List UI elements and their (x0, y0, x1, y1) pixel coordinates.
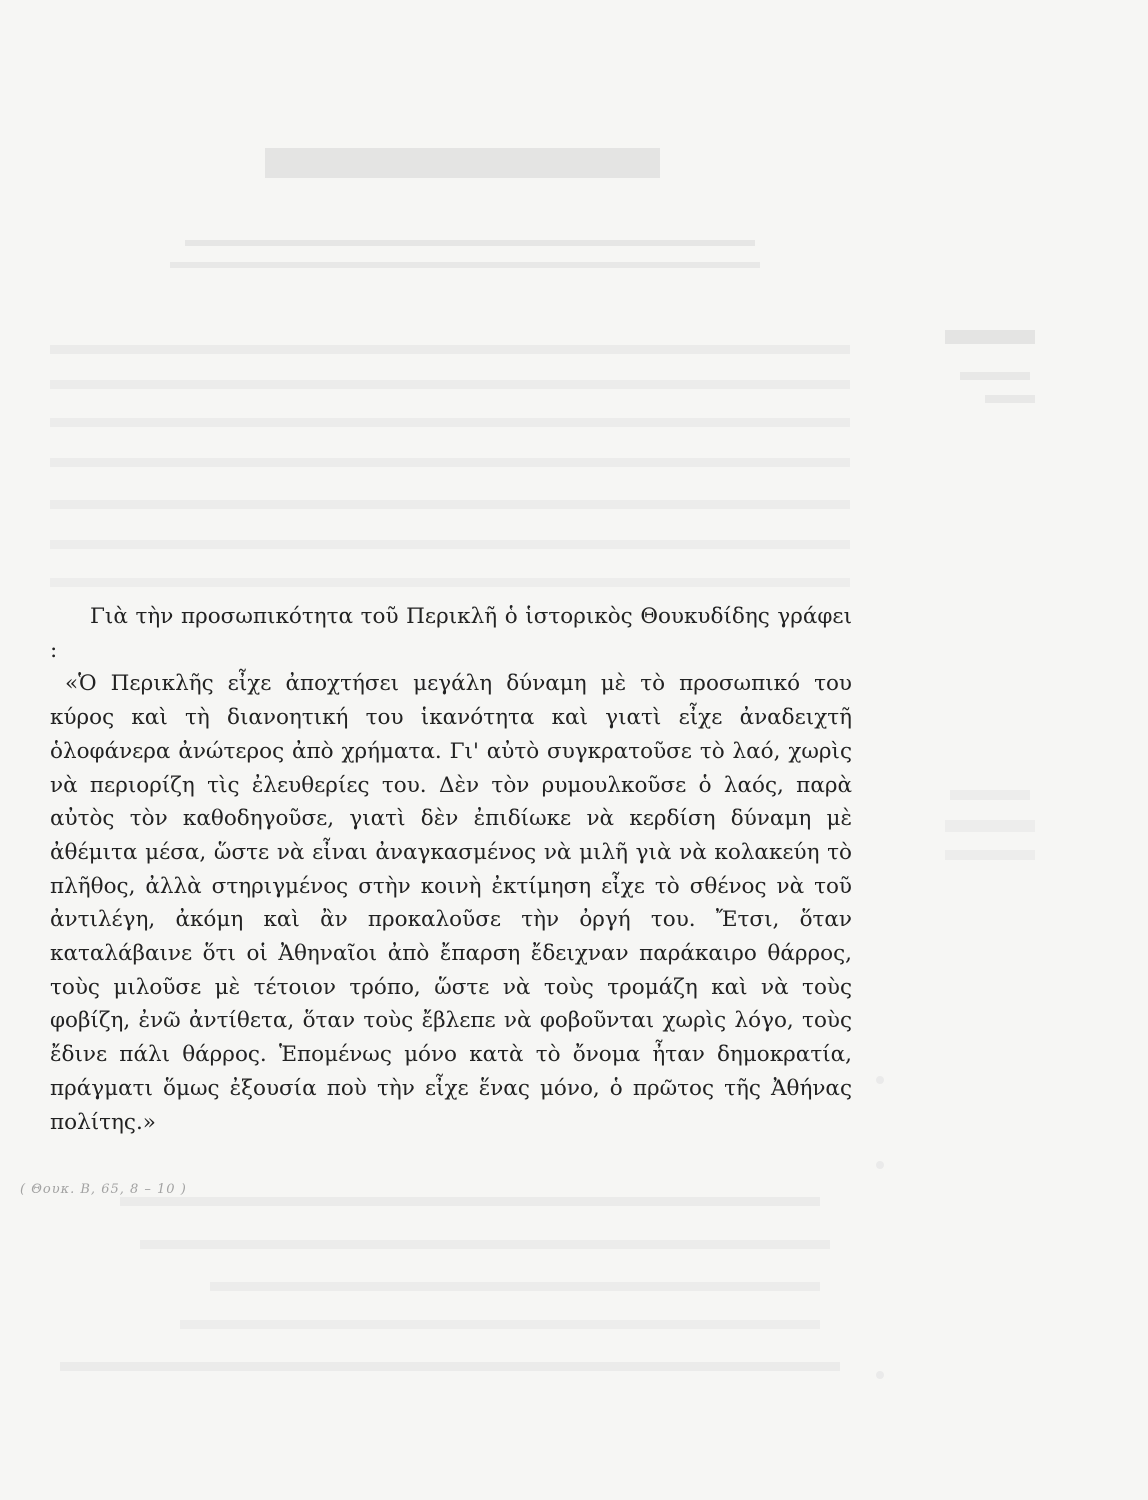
body-text (50, 600, 852, 1139)
citation: ( Θουκ. Β, 65, 8 – 10 ) (20, 1182, 187, 1197)
thucydides-quote: «Ὁ Περικλῆς εἶχε ἀποχτήσει μεγάλη δύναμη μὲ τὸ προσωπικό του κύρος καὶ τὴ διανοητική του ἱκανότητα καὶ γιατὶ εἶχε ἀναδειχτῆ ὁλοφάνερα ἀνώτερος ἀπὸ χρήματα. Γι' αὐτὸ συγκρατοῦσε τὸ λαό, χωρὶς νὰ περιορίζη τὶς ἐλευθερίες του. Δὲν τὸν ρυμουλκοῦσε ὁ λαός, παρὰ αὐτὸς τὸν καθοδηγοῦσε, γιατὶ δὲν ἐπιδίωκε νὰ κερδίση δύναμη μὲ ἀθέμιτα μέσα, ὥστε νὰ εἶναι ἀναγκασμένος νὰ μιλῆ γιὰ νὰ κολακεύη τὸ πλῆθος, ἀλλὰ στηριγμένος στὴν κοινὴ ἐκτίμηση εἶχε τὸ σθένος νὰ τοῦ ἀντιλέγη, ἀκόμη καὶ ἂν προκαλοῦσε τὴν ὀργή του. Ἔτσι, ὅταν καταλάβαινε ὅτι οἱ Ἀθηναῖοι ἀπὸ ἔπαρση ἔδειχναν παράκαιρο θάρρος, τοὺς μιλοῦσε μὲ τέτοιον τρόπο, ὥστε νὰ τοὺς τρομάζη καὶ νὰ τοὺς φοβίζη, ἐνῶ ἀντίθετα, ὅταν τοὺς ἔβλεπε νὰ φοβοῦνται χωρὶς λόγο, τοὺς ἔδινε πάλι θάρρος. Ἑπομένως μόνο κατὰ τὸ ὄνομα ἦταν δημοκρατία, πράγματι ὅμως ἐξουσία ποὺ τὴν εἶχε ἕνας μόνο, ὁ πρῶτος τῆς Ἀθήνας πολίτης.» (50, 671, 852, 1135)
intro-paragraph: Γιὰ τὴν προσωπικότητα τοῦ Περικλῆ ὁ ἱστορικὸς Θουκυδίδης γράφει : (50, 604, 852, 663)
